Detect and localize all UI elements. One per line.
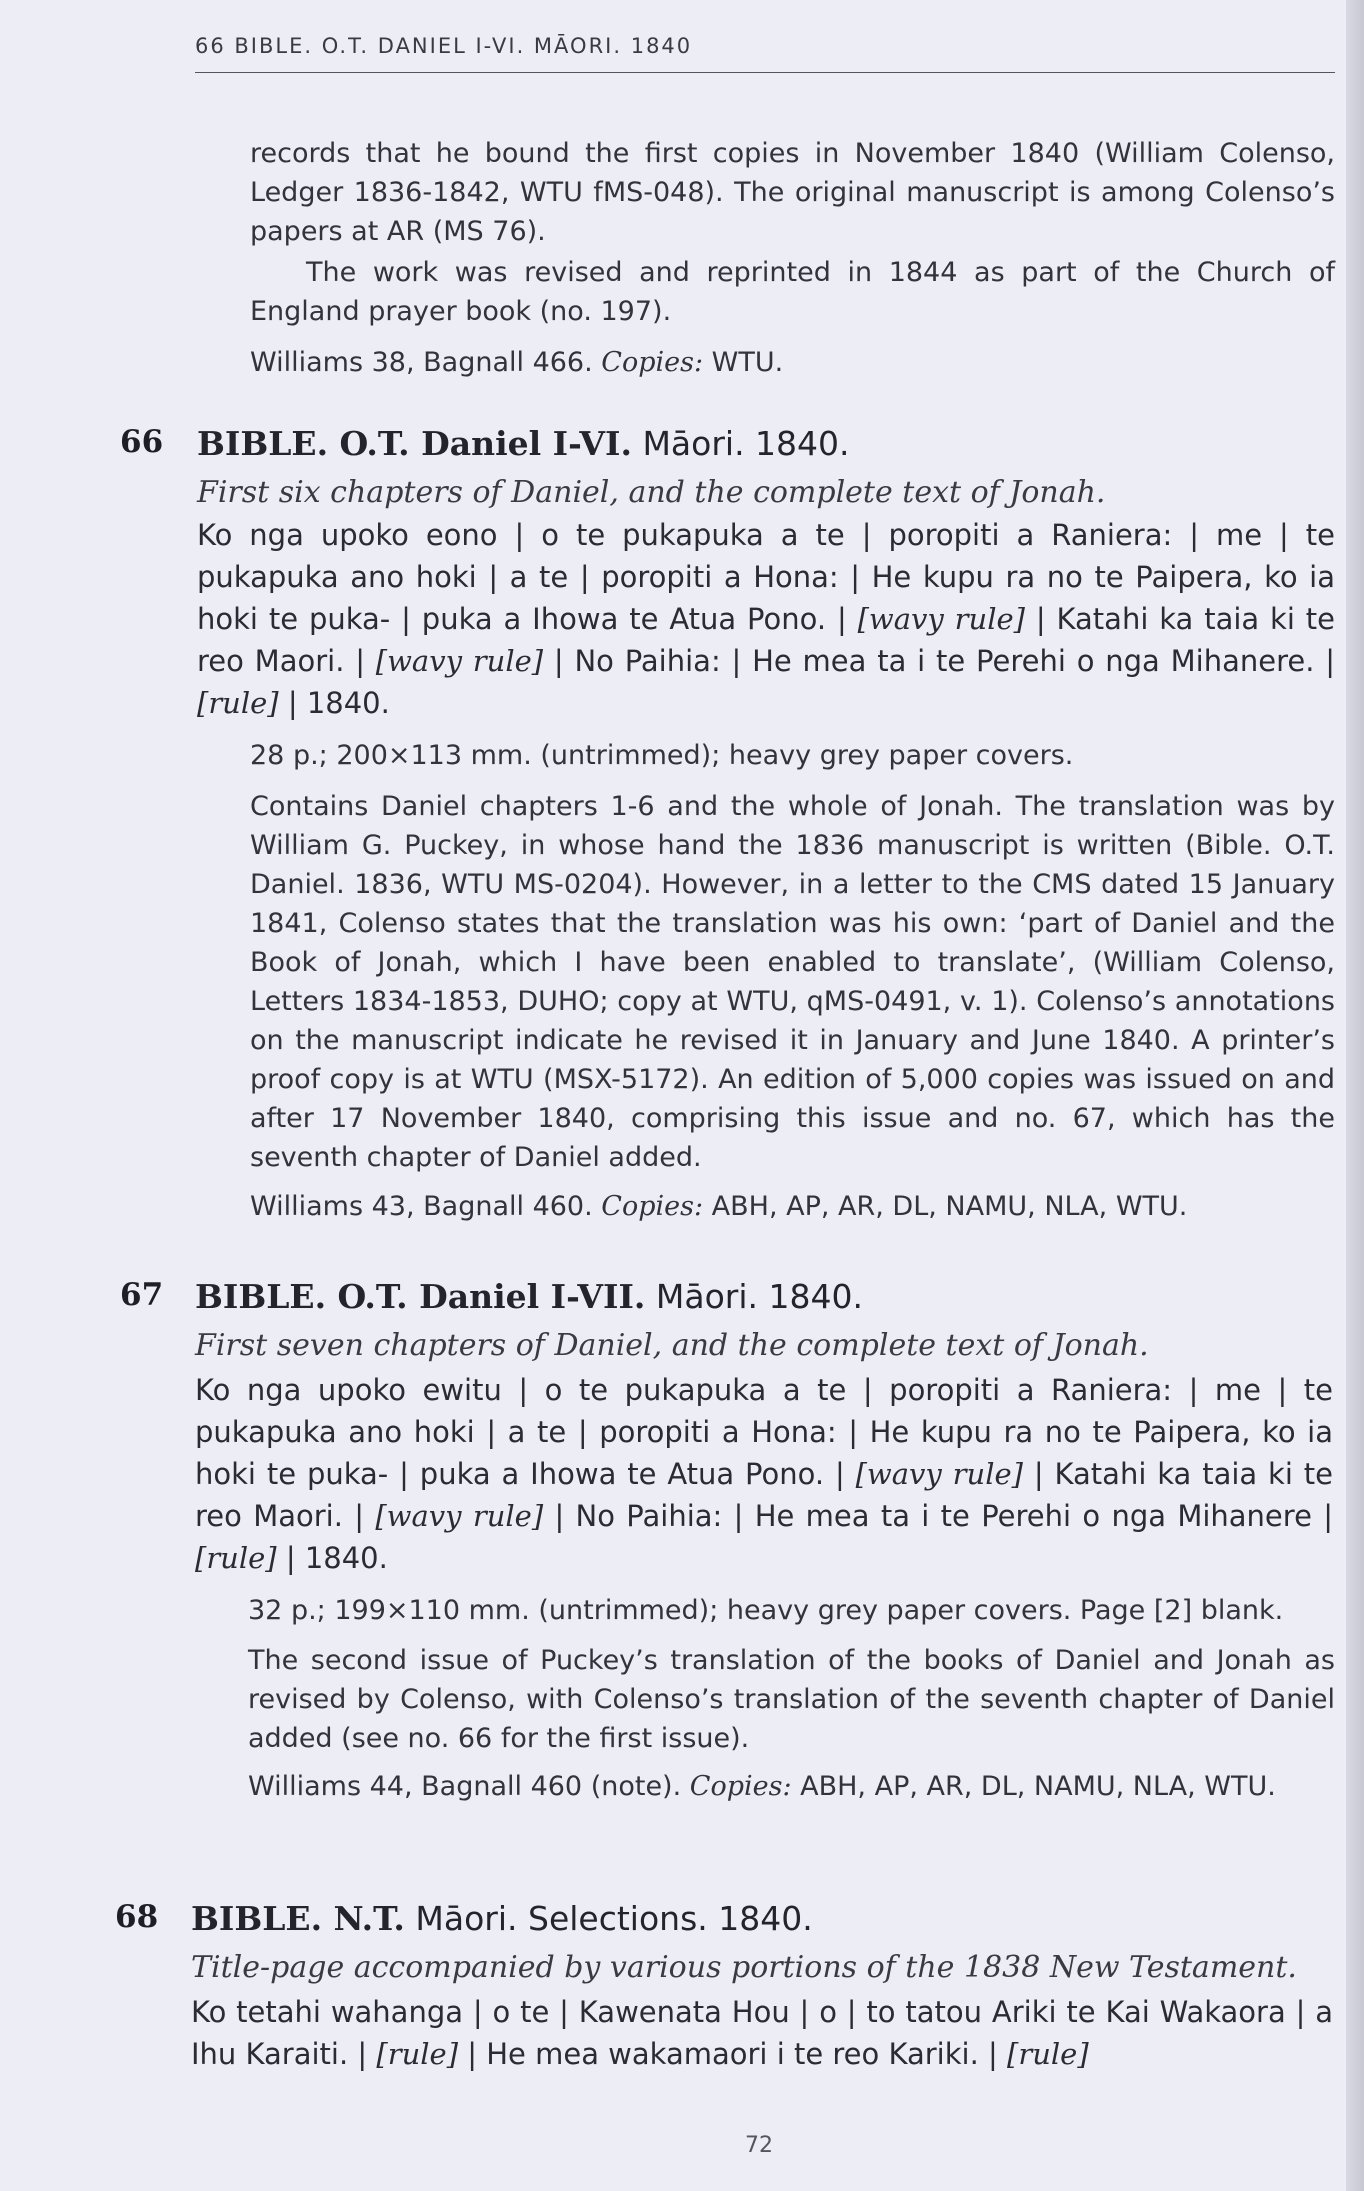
entry-references — [250, 1187, 1335, 1226]
copies-text: ABH, AP, AR, DL, NAMU, NLA, WTU. — [800, 1771, 1276, 1802]
references-text: Williams 38, Bagnall 466. — [250, 347, 593, 378]
page-edge-shadow — [1346, 0, 1364, 2191]
editorial-insertion: [rule] — [197, 686, 279, 720]
entry-subtitle: Title-page accompanied by various portions of the 1838 New Testament. — [191, 1950, 1297, 1985]
entry-references — [248, 1767, 1335, 1806]
entry-heading-bold: BIBLE. O.T. Daniel I-VI. — [197, 424, 632, 463]
editorial-insertion: [wavy rule] — [857, 602, 1025, 636]
editorial-insertion: [rule] — [195, 1541, 277, 1575]
carryover-revision-note: The work was revised and reprinted in 1844 as part of the Church of England prayer book (no. 197). — [250, 257, 1335, 327]
entry-number: 67 — [120, 1277, 164, 1313]
carryover-paragraph: records that he bound the first copies in November 1840 (William Colenso, Ledger 1836-1842, WTU fMS-048). The original manuscript is among Colenso’s papers at AR (MS 76). — [250, 138, 1335, 247]
editorial-insertion: [wavy rule] — [375, 644, 544, 678]
editorial-insertion: [rule] — [376, 2037, 459, 2071]
title-transcription: Ko nga upoko ewitu | o te pukapuka a te | poropiti a Raniera: | me | te pukapuka ano hoki | a te | poropiti a Hona: | He kupu ra no te Paipera, ko ia hoki te puka- | puka a Ihowa te Atua Pono. | [wavy rule] | Katahi ka taia ki te reo Maori. | [wavy rule] | No Paihia: | He mea ta i te Perehi o nga Mihanere | [rule] | 1840. — [195, 1373, 1333, 1575]
carryover-references — [250, 343, 1335, 382]
editorial-insertion: [wavy rule] — [375, 1499, 544, 1533]
copies-label: Copies: — [601, 1191, 704, 1222]
entry-heading — [191, 1899, 813, 1938]
copies-label: Copies: — [689, 1771, 792, 1802]
entry-note: The second issue of Puckey’s translation of the books of Daniel and Jonah as revised by Colenso, with Colenso’s translation of the seventh chapter of Daniel added (see no. 66 for the first issue). — [248, 1645, 1335, 1754]
copies-label: Copies: — [601, 347, 704, 378]
copies-text: WTU. — [711, 347, 784, 378]
head-rule — [195, 72, 1335, 73]
entry-number: 66 — [120, 424, 164, 460]
entry-heading-rest: Māori. 1840. — [655, 1277, 863, 1316]
entry-heading — [197, 424, 850, 463]
entry-heading-rest: Māori. 1840. — [642, 424, 850, 463]
editorial-insertion: [rule] — [1007, 2037, 1089, 2071]
entry-heading-rest: Māori. Selections. 1840. — [415, 1899, 813, 1938]
references-text: Williams 43, Bagnall 460. — [250, 1191, 593, 1222]
copies-text: ABH, AP, AR, DL, NAMU, NLA, WTU. — [711, 1191, 1188, 1222]
collation: 28 p.; 200×113 mm. (untrimmed); heavy grey paper covers. — [250, 740, 1074, 771]
title-transcription: Ko tetahi wahanga | o te | Kawenata Hou | o | to tatou Ariki te Kai Wakaora | a Ihu Karaiti. | [rule] | He mea wakamaori i te reo Kariki. | [rule] — [191, 1995, 1333, 2071]
page-number: 72 — [745, 2133, 773, 2158]
title-transcription: Ko nga upoko eono | o te pukapuka a te | poropiti a Raniera: | me | te pukapuka ano hoki | a te | poropiti a Hona: | He kupu ra no te Paipera, ko ia hoki te puka- | puka a Ihowa te Atua Pono. | [wavy rule] | Katahi ka taia ki te reo Maori. | [wavy rule] | No Paihia: | He mea ta i te Perehi o nga Mihanere. | [rule] | 1840. — [197, 518, 1335, 720]
entry-subtitle: First six chapters of Daniel, and the complete text of Jonah. — [197, 475, 1106, 510]
entry-note: Contains Daniel chapters 1-6 and the whole of Jonah. The translation was by William G. Puckey, in whose hand the 1836 manuscript is written (Bible. O.T. Daniel. 1836, WTU MS-0204). However, in a letter to the CMS dated 15 January 1841, Colenso states that the translation was his own: ‘part of Daniel and the Book of Jonah, which I have been enabled to translate’, (William Colenso, Letters 1834-1853, DUHO; copy at WTU, qMS-0491, v. 1). Colenso’s annotations on the manuscript indicate he revised it in January and June 1840. A printer’s proof copy is at WTU (MSX-5172). An edition of 5,000 copies was issued on and after 17 November 1840, comprising this issue and no. 67, which has the seventh chapter of Daniel added. — [250, 791, 1335, 1173]
entry-number: 68 — [115, 1899, 159, 1935]
entry-subtitle: First seven chapters of Daniel, and the complete text of Jonah. — [195, 1328, 1149, 1363]
entry-heading — [195, 1277, 863, 1316]
editorial-insertion: [wavy rule] — [855, 1457, 1023, 1491]
entry-heading-bold: BIBLE. N.T. — [191, 1899, 405, 1938]
entry-heading-bold: BIBLE. O.T. Daniel I-VII. — [195, 1277, 646, 1316]
collation: 32 p.; 199×110 mm. (untrimmed); heavy grey paper covers. Page [2] blank. — [248, 1595, 1284, 1626]
references-text: Williams 44, Bagnall 460 (note). — [248, 1771, 682, 1802]
running-head: 66 BIBLE. O.T. DANIEL I-VI. MĀORI. 1840 — [195, 34, 693, 58]
